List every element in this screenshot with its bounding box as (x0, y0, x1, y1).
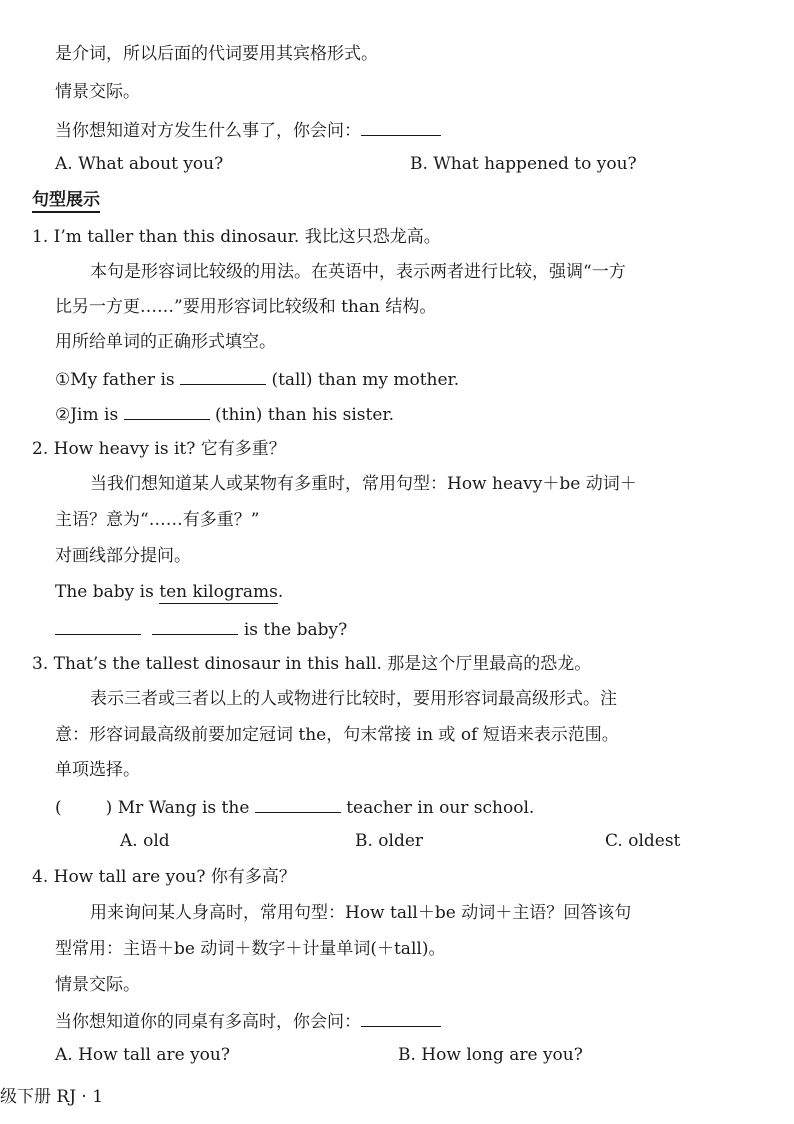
section-title-text: 句型展示 (32, 190, 100, 213)
item1-ex1-pre: ①My father is (55, 370, 175, 390)
item1-ex2-pre: ②Jim is (55, 405, 119, 425)
item3-task: 单项选择。 (55, 760, 140, 780)
intro-question-text: 当你想知道对方发生什么事了，你会问： (55, 121, 361, 141)
item3-paragraph-1: 表示三者或三者以上的人或物进行比较时，要用形容词最高级形式。注 (90, 689, 617, 709)
item1-exercise-1 (55, 366, 459, 392)
item3-question-post: teacher in our school. (346, 798, 535, 818)
intro-line-2: 情景交际。 (55, 82, 140, 102)
item1-title: 1. I’m taller than this dinosaur. 我比这只恐龙高。 (32, 227, 441, 247)
item1-paragraph-1: 本句是形容词比较级的用法。在英语中，表示两者进行比较，强调“一方 (90, 262, 626, 282)
item2-answer-line (55, 616, 347, 642)
item1-paragraph-2: 比另一方更……”要用形容词比较级和 than 结构。 (55, 297, 437, 317)
item4-paragraph-2: 型常用：主语＋be 动词＋数字＋计量单词(＋tall)。 (55, 939, 446, 959)
intro-line-1: 是介词，所以后面的代词要用其宾格形式。 (55, 44, 378, 64)
fill-blank[interactable] (124, 401, 210, 420)
page-footer: 级下册 RJ · 1 (0, 1087, 104, 1107)
intro-question (55, 117, 441, 143)
item2-task: 对画线部分提问。 (55, 546, 191, 566)
item3-option-b: B. older (355, 831, 424, 851)
item2-example-pre: The baby is (55, 582, 154, 602)
item2-underlined-part: ten kilograms (159, 582, 278, 602)
item3-paragraph-2: 意：形容词最高级前要加定冠词 the，句末常接 in 或 of 短语来表示范围。 (55, 725, 619, 745)
intro-option-a: A. What about you? (55, 154, 224, 174)
answer-blank[interactable] (361, 1008, 441, 1027)
item1-ex2-post: (thin) than his sister. (215, 405, 395, 425)
answer-blank[interactable] (361, 117, 441, 136)
item2-example-end: . (277, 582, 284, 602)
item4-option-b: B. How long are you? (398, 1045, 583, 1065)
answer-paren-close: ) (105, 798, 113, 818)
item2-example (55, 580, 283, 604)
item1-ex1-post: (tall) than my mother. (271, 370, 460, 390)
item1-exercise-2 (55, 401, 394, 427)
item4-paragraph-1: 用来询问某人身高时，常用句型：How tall＋be 动词＋主语？回答该句 (90, 903, 632, 923)
fill-blank[interactable] (180, 366, 266, 385)
item2-paragraph-2: 主语？意为“……有多重？” (55, 510, 260, 530)
item2-paragraph-1: 当我们想知道某人或某物有多重时，常用句型：How heavy＋be 动词＋ (90, 474, 637, 494)
answer-blank[interactable] (152, 616, 238, 635)
item4-question (55, 1008, 441, 1034)
item4-task: 情景交际。 (55, 975, 140, 995)
item3-option-c: C. oldest (605, 831, 681, 851)
item1-task: 用所给单词的正确形式填空。 (55, 332, 276, 352)
item4-title: 4. How tall are you? 你有多高？ (32, 867, 296, 887)
answer-blank[interactable] (55, 616, 141, 635)
item4-option-a: A. How tall are you? (55, 1045, 230, 1065)
fill-blank[interactable] (255, 794, 341, 813)
section-title (32, 188, 100, 212)
item3-question-pre: Mr Wang is the (117, 798, 250, 818)
answer-paren-open: ( (55, 798, 62, 818)
item2-title: 2. How heavy is it? 它有多重？ (32, 439, 286, 459)
item2-answer-post: is the baby? (243, 620, 348, 640)
intro-option-b: B. What happened to you? (410, 154, 637, 174)
item3-question (55, 794, 534, 820)
item4-question-text: 当你想知道你的同桌有多高时，你会问： (55, 1012, 361, 1032)
item3-option-a: A. old (120, 831, 170, 851)
item3-title: 3. That’s the tallest dinosaur in this hall. 那是这个厅里最高的恐龙。 (32, 654, 592, 674)
